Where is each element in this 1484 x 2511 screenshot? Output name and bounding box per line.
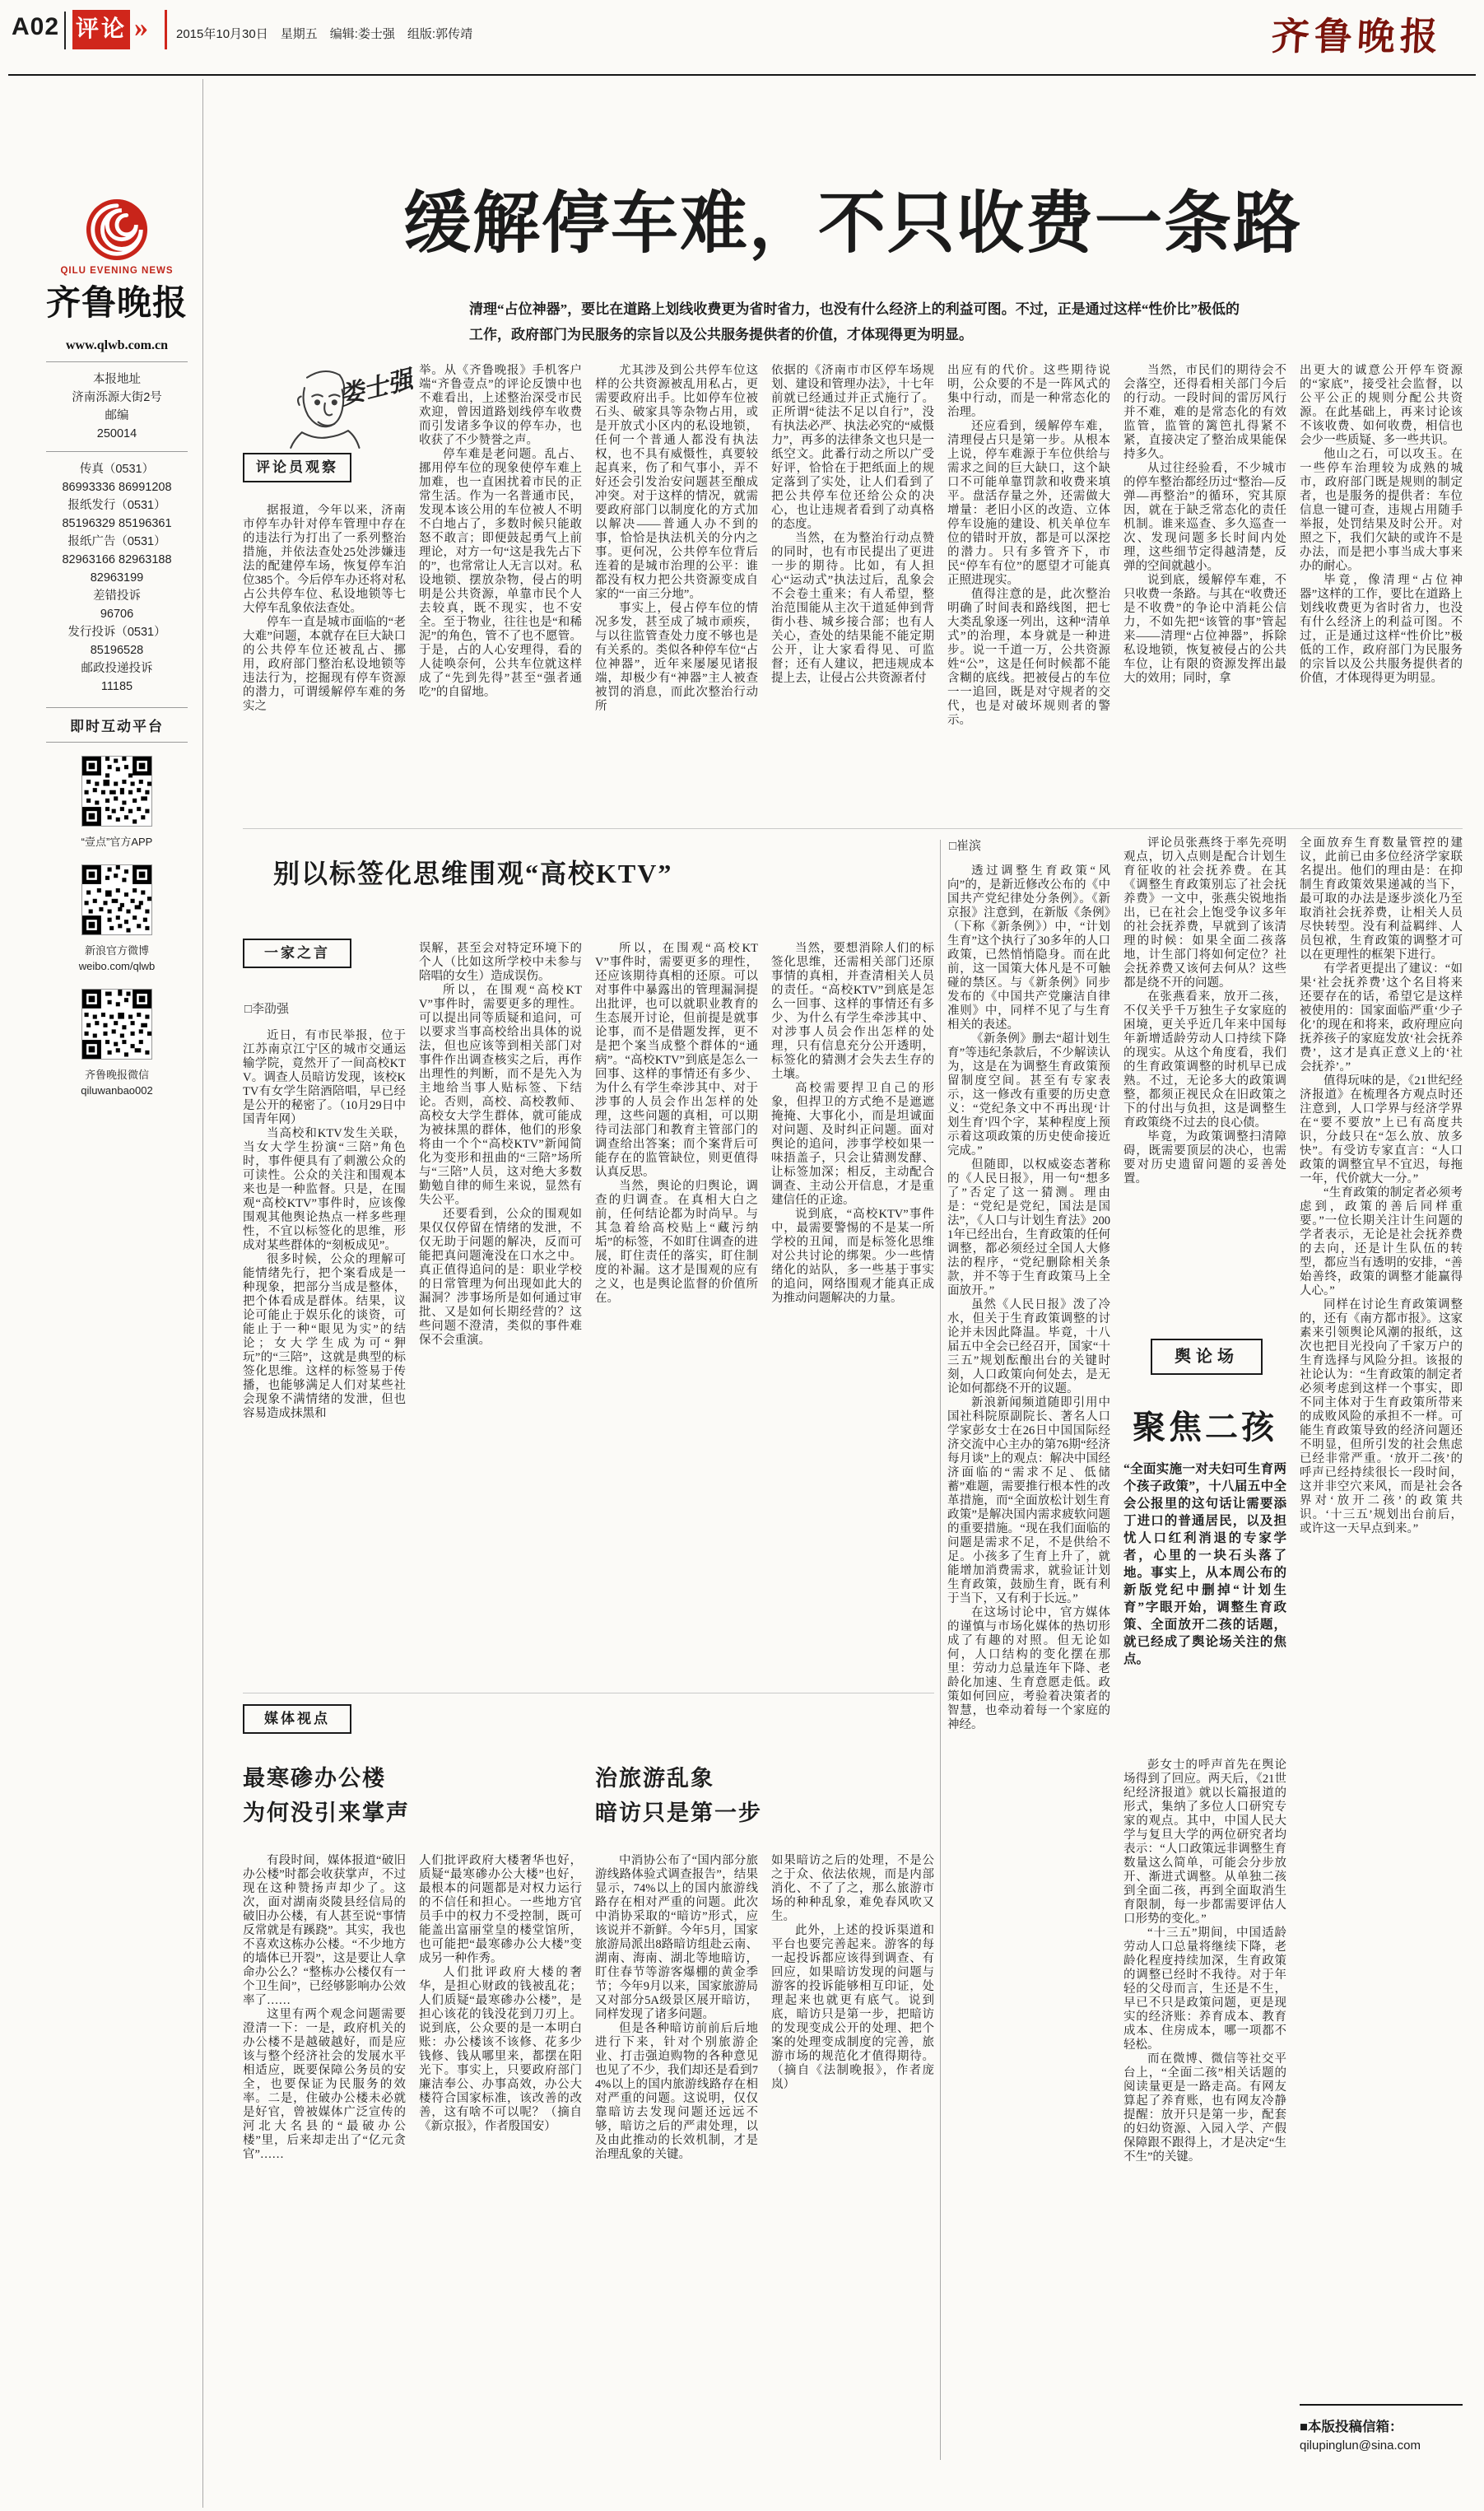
one-voice-label: 一家之言 <box>243 939 351 968</box>
paragraph: 说到底，缓解停车难，不只收费一条路。与其在“收费还是不收费”的争论中消耗公信力，不如先把“该管的事”管起来——清理“占位神器”，拆除私设地锁，恢复被侵占的公共车位，让有限的资源发挥出最大的效用；同时，拿 <box>1123 574 1286 685</box>
paragraph: 在张燕看来，放开二孩，不仅关乎千万独生子女家庭的困境，更关乎近几年来中国每年新增适龄劳动人口持续下降的现实。从这个角度看，我们的生育政策调整的时机早已成熟。不过，无论多大的政策调整，都须正视民众在旧政策之下的付出与负担，这是调整生育政策绕不过去的良心债。 <box>1123 990 1286 1130</box>
paragraph: 86993336 86991208 <box>62 481 172 494</box>
paragraph: 从过往经验看，不少城市的停车整治都经历过“整治—反弹—再整治”的循环，究其原因，就在于缺乏常态化的责任机制。谁来巡查、多久巡查一次、发现问题多长时间内处理，这些细节定得越清楚，反弹的空间就越小。 <box>1123 462 1286 573</box>
paragraph: 而在微博、微信等社交平台上，“全面二孩”相关话题的阅读量更是一路走高。有网友算起了养育账，也有网友冷静提醒：放开只是第一步，配套的妇幼资源、入园入学、产假保障跟不跟得上，才是决定“生不生”的关键。 <box>1123 2052 1286 2164</box>
paragraph: 当然，要想消除人们的标签化思维，还需相关部门还原事情的真相，并查清相关人员的责任。“高校KTV”到底是怎么一回事、这样的事情还有多少、为什么有学生牵涉其中、对涉事人员会作出怎样的处理，只有信息充分公开透明，标签化的猜测才会失去生存的土壤。 <box>771 942 934 1081</box>
paragraph: 报纸广告（0531） <box>67 535 166 548</box>
qr-weibo-caption: 新浪官方微博 <box>84 944 149 957</box>
paragraph: 当然，市民们的期待会不会落空，还得看相关部门今后的行动。一段时间的雷厉风行并不难，难的是常态化的有效监管，监管的篱笆扎得紧不紧，直接决定了整治成果能保持多久。 <box>1123 364 1286 461</box>
lead-headline: 缓解停车难，不只收费一条路 <box>402 186 1302 261</box>
mailbox-email: qilupinglun@sina.com <box>1300 2439 1421 2453</box>
focus-nutgraf: “全面实施一对夫妇可生育两个孩子政策”，十八届五中全会公报里的这句话让需要添丁进口的普通居民，以及担忧人口红利消退的专家学者，心里的一块石头落了地。事实上，从本周公布的新版党纪中删掉“计划生育”字眼开始，调整生育政策、全面放开二孩的话题，就已经成了舆论场关注的焦点。 <box>1123 1462 1286 1666</box>
paragraph: 出更大的诚意公开停车资源的“家底”，接受社会监督，以公平公正的规则分配公共资源。在此基础上，再来讨论该不该收费、如何收费，相信也会少一些质疑、多一些共识。 <box>1300 364 1463 447</box>
qr-weibo-icon <box>40 864 194 974</box>
paragraph: 82963166 82963188 <box>62 553 172 566</box>
media-article1-column-2 <box>419 1854 582 2460</box>
paragraph: 如果暗访之后的处理，不是公之于众、依法依规，而是内部消化、不了了之，那么旅游市场的种种乱象，难免春风吹又生。 <box>771 1854 934 1923</box>
paragraph: 透过调整生育政策“风向”的，是新近修改公布的《中国共产党纪律处分条例》。《新京报》注意到，在新版《条例》（下称《新条例》）中，“计划生育”这个执行了30多年的人口政策，已然悄悄隐身。而在此前，这一国策大体凡是不可触碰的禁区。与《新条例》同步发布的《中国共产党廉洁自律准则》中，同样不见了与生育相关的表述。 <box>947 864 1110 1032</box>
paragraph: 很多时候，公众的理解可能情绪先行，把个案看成是一种现象，把部分当成是整体，把个体看成是群体。结果，议论可能止于娱乐化的谈资，可能止于一种“眼见为实”的结论；女大学生成为可“狎玩”的“三陪”，这就是典型的标签化思维。这样的标签易于传播，也能够满足人们对某些社会现象不满情绪的发泄，但也容易造成抹黑和 <box>243 1253 406 1420</box>
forum-label: 舆论场 <box>1151 1339 1263 1375</box>
media-article1-title-line2: 为何没引来掌声 <box>243 1801 410 1825</box>
lead-column-6 <box>1123 364 1286 818</box>
paragraph: 有学者更提出了建议：“如果‘社会抚养费’这个名目将来还要存在的话，希望它是这样被使用的：国家面临严重‘少子化’的现在和将来，政府理应向抚养孩子的家庭发放‘社会抚养费’，这才是真正意义上的‘社会抚养’。” <box>1300 962 1463 1074</box>
paragraph: 同样在讨论生育政策调整的，还有《南方都市报》。这家素来引领舆论风潮的报纸，这次也把目光投向了千家万户的生育选择与风险分担。该报的社论认为：“生育政策的制定者必须考虑到这样一个事实，即不同主体对于生育政策所带来的成败风险的承担不一样。可能生育政策导致的经济问题还不明显，但所引发的社会焦虑已经非常严重。‘放开二孩’的呼声已经持续很长一段时间，这并非空穴来风，而是社会各界对‘放开二孩’的政策共识。‘十三五’规划出台前后，或许这一天早点到来。” <box>1300 1298 1463 1535</box>
forum-column-b-top <box>1123 836 1286 1325</box>
media-article1-column-1 <box>243 1854 406 2460</box>
paragraph: 举。从《齐鲁晚报》手机客户端“齐鲁壹点”的评论反馈中也不难看出，上述整治深受市民欢迎，曾因道路划线停车收费而引发诸多争议的停车办，也收获了不少赞誉之声。 <box>419 364 582 447</box>
paragraph: 这里有两个观念问题需要澄清一下：一是，政府机关的办公楼不是越破越好，而是应该与整个经济社会的发展水平相适应，既要保障公务员的安全，也要保证为民服务的效率。二是，住破办公楼未必就是好官，曾被媒体广泛宣传的河北大名县的“最破办公楼”里，后来却走出了“亿元贪官”…… <box>243 2008 406 2161</box>
paragraph: 还要看到，公众的围观如果仅仅停留在情绪的发泄，不仅无助于问题的解决，反而可能把真问题淹没在口水之中。真正值得追问的是：职业学校的日常管理为何出现如此大的漏洞？涉事场所是如何通过审批、又是如何长期经营的？这些问题不澄清，类似的事件难保不会重演。 <box>419 1208 582 1347</box>
brand-name-cn: 齐鲁晚报 <box>45 285 188 323</box>
paragraph: 中消协公布了“国内部分旅游线路体验式调查报告”，结果显示，74%以上的国内旅游线路存在相对严重的问题。此次中消协采取的“暗访”形式，应该说并不新鲜。今年5月，国家旅游局派出8路暗访组赴云南、湖南、海南、湖北等地暗访，盯住春节等游客爆棚的黄金季节；今年9月以来，国家旅游局又对部分5A级景区展开暗访，同样发现了诸多问题。 <box>595 1854 758 2021</box>
paragraph: 毕竟，为政策调整扫清障碍，既需要顶层的决心，也需要对历史遗留问题的妥善处置。 <box>1123 1130 1286 1186</box>
paragraph: 尤其涉及到公共停车位这样的公共资源被乱用私占，更需要政府出手。比如停车位被石头、破家具等杂物占用，或是开放式小区内的私设地锁，任何一个普通人都没有执法权，也不具有威慑性，真要较起真来，伤了和气事小，弄不好还会引发治安问题甚至酿成冲突。对于这样的情况，就需要政府部门以制度化的方式加以解决——普通人办不到的事，恰恰是执法机关的分内之事。更何况，公共停车位背后连着的是城市治理的公平：谁都没有权力把公共资源变成自家的“一亩三分地”。 <box>595 364 758 601</box>
observer-label: 评论员观察 <box>243 453 351 482</box>
paragraph: 停车一直是城市面临的“老大难”问题，本就存在巨大缺口的公共停车位还被乱占、挪用，政府部门整治私设地锁等违法行为，挖掘现有停车资源的潜力，可谓缓解停车难的务实之 <box>243 616 406 713</box>
paragraph: 当然，在为整治行动点赞的同时，也有市民提出了更进一步的期待。比如，有人担心“运动式”执法过后，乱象会不会卷土重来；有人希望，整治范围能从主次干道延伸到背街小巷、城乡接合部；也有人关心，查处的结果能不能定期公开，让大家看得见、可监督；还有人建议，把违规成本提上去，让侵占公共资源者付 <box>771 532 934 685</box>
paragraph: 250014 <box>96 427 137 440</box>
media-article2-title-line1: 治旅游乱象 <box>595 1766 714 1791</box>
paragraph: 此外，上述的投诉渠道和平台也要完善起来。游客的每一起投诉都应该得到调查、有回应，如果暗访发现的问题与游客的投诉能够相互印证，处理起来也就更有底气。说到底，暗访只是第一步，把暗访的发现变成公开的处理、把个案的处理变成制度的完善，旅游市场的规范化才值得期待。（摘自《法制晚报》，作者庞岚） <box>771 1924 934 2091</box>
masthead-calligraphy: 齐鲁晚报 <box>1270 16 1444 58</box>
paragraph: 全面放弃生育数量管控的建议，此前已由多位经济学家联名提出。他们的理由是：在抑制生育政策效果递减的当下，最可取的办法是逐步淡化乃至取消社会抚养费，让相关人员尽快转型。没有利益羁绊、人员包袱，生育政策的调整才可以在更理性的框架下进行。 <box>1300 836 1463 962</box>
section-badge <box>72 10 130 49</box>
paragraph: 事实上，侵占停车位的情况多发，甚至成了城市顽疾，与以往监管查处力度不够也是有关系的。类似各种停车位“占位神器”，近年来屡屡见诸报端，却极少有“神器”主人被查被罚的消息，而此次整治行动所 <box>595 602 758 713</box>
media-article2-column-2 <box>771 1854 934 2460</box>
header-rule <box>8 74 1476 76</box>
header-divider <box>64 12 66 49</box>
paragraph: 传真（0531） <box>79 463 155 476</box>
media-article2-column-1 <box>595 1854 758 2460</box>
forum-column-b-bottom <box>1123 1759 1286 2427</box>
paragraph: 新浪新闻频道随即引用中国社科院原副院长、著名人口学家彭女士在26日中国国际经济交流中心主办的第76期“经济每月谈”上的观点：解决中国经济面临的“需求不足、低储蓄”难题，需要推行根本性的改革措施，而“全面放松计划生育政策”是解决国内需求疲软问题的重要措施。“现在我们面临的问题是需求不足，不是供给不足。小孩多了生育上升了，就能增加消费需求，就验证计划生育政策，鼓励生育，既有利于当下，又有利于长远。” <box>947 1396 1110 1605</box>
paragraph: 出应有的代价。这些期待说明，公众要的不是一阵风式的集中行动，而是一种常态化的治理。 <box>947 364 1110 419</box>
lead-deck: 清理“占位神器”，要比在道路上划线收费更为省时省力，也没有什么经济上的利益可图。不过，正是通过这样“性价比”极低的工作，政府部门为民服务的宗旨以及公共服务提供者的价值，才体现得更为明显。 <box>469 301 1240 342</box>
dateline: 2015年10月30日 星期五 编辑:娄士强 组版:郭传靖 <box>176 27 473 41</box>
sidebar-rule <box>46 361 188 362</box>
paragraph: 差错投诉 <box>93 589 141 603</box>
paragraph: 所以，在围观“高校KTV”事件时，需要更多的理性，还应该期待真相的还原。可以对事件中暴露出的管理漏洞提出批评，也可以就职业教育的生态展开讨论，但前提是就事论事，而不是借题发挥，更不是把个案当成整个群体的“通病”。“高校KTV”到底是怎么一回事、这样的事情还有多少、为什么有学生牵涉其中、对于涉事的人员会作出怎样的处理，这些问题的真相，可以期待司法部门和教育主管部门的调查给出答案；而个案背后可能存在的监管缺位，则更值得认真反思。 <box>595 942 758 1179</box>
paragraph: 但是各种暗访前前后后地进行下来，针对个别旅游企业、打击强迫购物的各种意见也见了不少，我们却还是看到74%以上的国内旅游线路存在相对严重的问题。这说明，仅仅靠暗访去发现问题还远远不够，暗访之后的严肃处理，以及由此推动的长效机制，才是治理乱象的关键。 <box>595 2022 758 2161</box>
ktv-byline: □李劭强 <box>244 1003 290 1016</box>
ktv-column-4 <box>771 942 934 1681</box>
mailbox-rule <box>1300 2404 1463 2406</box>
forum-column-a <box>947 864 1110 2427</box>
ktv-column-3 <box>595 942 758 1681</box>
contact-phones-block <box>40 460 194 696</box>
paragraph: 有段时间，媒体报道“破旧办公楼”时都会收获掌声，不过现在这种赞扬声却少了。这次，面对湖南炎陵县经信局的破旧办公楼，有人甚至说“事情反常就是有蹊跷”。其实，我也不喜欢这栋办公楼。“不少地方的墙体已开裂”，这是要让人拿命办公么？“整栋办公楼仅有一个卫生间”，已经够影响办公效率了…… <box>243 1854 406 2007</box>
media-article1-title-line1: 最寒碜办公楼 <box>243 1766 386 1791</box>
paragraph: 近日，有市民举报，位于江苏南京江宁区的城市交通运输学院，竟然开了一间高校KTV。调查人员暗访发现，该校KTV有女学生陪酒陪唱，早已经是公开的秘密了。（10月29日中国青年网） <box>243 1029 406 1126</box>
lead-column-5 <box>947 364 1110 818</box>
paragraph: 说到底，“高校KTV”事件中，最需要警惕的不是某一所学校的丑闻，而是标签化思维对公共讨论的绑架。少一些情绪化的站队，多一些基于事实的追问，网络围观才能真正成为推动问题解决的力量。 <box>771 1208 934 1305</box>
paragraph: 96706 <box>100 608 134 621</box>
section-rule <box>243 828 1463 829</box>
paragraph: 报纸发行（0531） <box>67 499 166 512</box>
paragraph: 值得玩味的是，《21世纪经济报道》在梳理各方观点时还注意到，人口学界与经济学界在“要不要放”上已有高度共识，分歧只在“怎么放、放多快”。有受访专家直言：“人口政策的调整宜早不宜迟，每拖一年，代价就大一分。” <box>1300 1074 1463 1186</box>
package-divider <box>940 840 941 2460</box>
red-accent-bar <box>165 10 167 49</box>
paragraph: “生育政策的制定者必须考虑到，政策的善后同样重要。”一位长期关注计生问题的学者表示，无论是社会抚养费的去向，还是计生队伍的转型，都应当有透明的安排，“善始善终，政策的调整才能赢得人心。” <box>1300 1186 1463 1297</box>
paragraph: 当然，舆论的归舆论，调查的归调查。在真相大白之前，任何结论都为时尚早。与其急着给高校贴上“藏污纳垢”的标签，不如盯住调查的进展，盯住责任的落实，盯住制度的补漏。这才是围观的应有之义，也是舆论监督的价值所在。 <box>595 1180 758 1305</box>
paragraph: 值得注意的是，此次整治明确了时间表和路线图，把七大类乱象逐一列出，这种“清单式”的治理，本身就是一种进步。说一千道一万，公共资源姓“公”，这是任何时候都不能含糊的底线。把被侵占的车位一一追回，既是对守规者的交代，也是对破坏规则者的警示。 <box>947 588 1110 727</box>
paragraph: 人们批评政府大楼的奢华，是担心财政的钱被乱花；人们质疑“最寒碜办公楼”，是担心该花的钱没花到刀刃上。说到底，公众要的是一本明白账：办公楼该不该修、花多少钱修、钱从哪里来，都摆在阳光下。事实上，只要政府部门廉洁奉公、办事高效，办公大楼符合国家标准，该改善的改善，这有啥不可以呢？（摘自《新京报》，作者殷国安） <box>419 1966 582 2133</box>
paragraph: 依据的《济南市市区停车场规划、建设和管理办法》，十七年前就已经通过并正式施行了。正所谓“徒法不足以自行”，没有执法必严、执法必究的“威慑力”，再多的法律条文也只是一纸空文。此番行动之所以广受好评，恰恰在于把纸面上的规定落到了实处，让人们看到了把公共停车位还给公众的决心，也让违规者看到了动真格的态度。 <box>771 364 934 531</box>
paragraph: 人们批评政府大楼奢华也好，质疑“最寒碜办公大楼”也好，最根本的问题都是对权力运行的不信任和担心。一些地方官员手中的权力不受控制，既可能盖出富丽堂皇的楼堂馆所，也可能把“最寒碜办公大楼”变成另一种作秀。 <box>419 1854 582 1965</box>
lead-column-3 <box>595 364 758 818</box>
paragraph: 误解，甚至会对特定环境下的个人（比如这所学校中未参与陪唱的女生）造成误伤。 <box>419 942 582 983</box>
paragraph: 还应看到，缓解停车难，清理侵占只是第一步。从根本上说，停车难源于车位供给与需求之间的巨大缺口，这个缺口不可能单靠罚款和收费来填平。盘活存量之外，还需做大增量：老旧小区的改造、立体停车设施的建设、机关单位车位的错时开放，都是可以深挖的潜力。只有多管齐下，市民“停车有位”的愿望才可能真正照进现实。 <box>947 420 1110 587</box>
interactive-platform-title: 即时互动平台 <box>46 707 188 743</box>
paragraph: 在这场讨论中，官方媒体的谨慎与市场化媒体的热切形成了有趣的对照。但无论如何，人口结构的变化摆在那里：劳动力总量连年下降、老龄化加速、生育意愿走低。政策如何回应，考验着决策者的智慧，也牵动着每一个家庭的神经。 <box>947 1606 1110 1731</box>
columnist-signature: 娄士强 <box>337 366 416 411</box>
paragraph: 彭女士的呼声首先在舆论场得到了回应。两天后，《21世纪经济报道》就以长篇报道的形式，集纳了多位人口研究专家的观点。其中，中国人民大学与复旦大学的两位研究者均表示：“人口政策远非调整生育数量这么简单，可能会分步放开、渐进式调整。从单独二孩到全面二孩，再到全面取消生育限制，每一步都需要评估人口形势的变化。” <box>1123 1759 1286 1926</box>
paragraph: 但随即，以权威姿态著称的《人民日报》，用一句“想多了”否定了这一猜测。理由是：“党纪是党纪，国法是国法”，《人口与计划生育法》2001年已经出台，生育政策的任何调整，都必须经过全国人大修法的程序，“党纪删除相关条款，并不等于生育政策马上全面放开。” <box>947 1158 1110 1297</box>
paragraph: 济南泺源大街2号 <box>72 391 162 404</box>
paragraph: 评论员张燕终于率先亮明观点，切入点则是配合计划生育征收的社会抚养费。在其《调整生育政策别忘了社会抚养费》一文中，张燕尖锐地指出，已在社会上饱受争议多年的社会抚养费，早就到了该清理的时候：如果全面二孩落地，计生部门将如何定位？社会抚养费又该何去何从？这些都是绕不开的问题。 <box>1123 836 1286 990</box>
media-view-label: 媒体视点 <box>243 1704 351 1734</box>
qr-app-caption: “壹点”官方APP <box>81 836 153 848</box>
paragraph: 邮政投递投诉 <box>81 662 153 675</box>
focus-two-child-headline: 聚焦二孩 <box>1133 1409 1277 1446</box>
qr-app-icon <box>40 756 194 850</box>
brand-name-en: QILU EVENING NEWS <box>60 266 174 276</box>
paragraph: 11185 <box>100 680 133 693</box>
paragraph: 停车难是老问题。乱占、挪用停车位的现象使停车难上加难，也一直困扰着市民的正常生活。作为一名普通市民，发现本该公用的车位被人不明不白地占了，多数时候只能敢怒不敢言；即便鼓起勇气上前理论，对方一句“这是我先占下的”，也常常让人无言以对。私设地锁、摆放杂物，侵占的明明是公共资源，单靠市民个人去较真，既不现实，也不安全。至于物业，往往也是“和稀泥”的角色，管不了也不愿管。于是，占的人心安理得，看的人徒唤奈何，公共车位就这样成了“先到先得”甚至“强者通吃”的自留地。 <box>419 448 582 699</box>
media-article2-title-line2: 暗访只是第一步 <box>595 1801 762 1825</box>
forum-byline: □崔滨 <box>949 840 982 853</box>
sidebar <box>40 82 194 1098</box>
qr-wechat-icon <box>40 989 194 1098</box>
paragraph: 所以，在围观“高校KTV”事件时，需要更多的理性。可以提出同等质疑和追问，可以要求当事高校给出具体的说法，但也应该等到相关部门对事件作出调查核实之后，再作出理性的判断，而不是先入为主地给当事人贴标签、下结论。否则，高校、高校教师、高校女大学生群体，就可能成为被抹黑的群体，他们的形象将由一个个“高校KTV”新闻简化为变形和扭曲的“三陪”场所与“三陪”人员，这对绝大多数勤勉自律的师生来说，显然有失公平。 <box>419 984 582 1207</box>
ktv-column-1 <box>243 1029 406 1681</box>
lead-column-2 <box>419 364 582 818</box>
paragraph: 82963199 <box>90 571 144 585</box>
lead-column-7 <box>1300 364 1463 818</box>
paragraph: 他山之石，可以攻玉。在一些停车治理较为成熟的城市，政府部门既是规则的制定者，也是服务的提供者：车位信息一键可查，违规占用随手举报，处罚结果及时公开。对照之下，我们欠缺的或许不是办法，而是把小事当成大事来办的耐心。 <box>1300 448 1463 573</box>
ktv-column-2 <box>419 942 582 1681</box>
mailbox-label: ■本版投稿信箱： <box>1300 2420 1403 2434</box>
paragraph: 85196528 <box>90 644 144 657</box>
website-url: www.qlwb.com.cn <box>65 338 168 352</box>
ktv-headline: 别以标签化思维围观“高校KTV” <box>273 859 673 888</box>
paragraph: 发行投诉（0531） <box>67 626 166 639</box>
brand-logo-icon <box>40 198 194 266</box>
observer-block <box>243 364 416 497</box>
lead-column-4 <box>771 364 934 818</box>
contact-address-block <box>40 370 194 443</box>
paragraph: 当高校和KTV发生关联，当女大学生扮演“三陪”角色时，事件便具有了刺激公众的可读性。公众的关注和围观本来也是一种监督。只是，在围观“高校KTV”事件时，应该像围观其他舆论热点一样多些理性，不宜以标签化的思维，形成对某些群体的“刻板成见”。 <box>243 1127 406 1252</box>
page-number: A02 <box>12 13 60 40</box>
sidebar-content-divider <box>202 79 203 2508</box>
sidebar-rule <box>46 451 188 452</box>
paragraph: 邮编 <box>105 409 129 422</box>
qr-weibo-url: weibo.com/qlwb <box>78 960 156 972</box>
paragraph: 85196329 85196361 <box>62 517 172 530</box>
section-label: 评论 <box>75 16 127 42</box>
qr-wechat-id: qiluwanbao002 <box>81 1084 153 1097</box>
paragraph: 本报地址 <box>93 373 141 386</box>
paragraph: 据报道，今年以来，济南市停车办针对停车管理中存在的违法行为打出了一系列整治措施，并依法查处25处涉嫌违法的配建停车场，恢复停车泊位385个。今后停车办还将对私占公共停车位、私设地锁等七大停车乱象依法查处。 <box>243 504 406 615</box>
paragraph: “十三五”期间，中国适龄劳动人口总量将继续下降，老龄化程度持续加深，生育政策的调整已经时不我待。对于年轻的父母而言，生还是不生，早已不只是政策问题，更是现实的经济账：养育成本、教育成本、住房成本，哪一项都不轻松。 <box>1123 1926 1286 2052</box>
forum-column-c <box>1300 836 1463 2391</box>
lead-column-1 <box>243 504 406 818</box>
paragraph: 高校需要捍卫自己的形象，但捍卫的方式绝不是遮遮掩掩、大事化小，而是坦诚面对问题、及时纠正问题。面对舆论的追问，涉事学校如果一味捂盖子，只会让猜测发酵、让标签加深；相反，主动配合调查、主动公开信息，才是重建信任的正途。 <box>771 1082 934 1207</box>
paragraph: 虽然《人民日报》泼了冷水，但关于生育政策调整的讨论并未因此降温。毕竟，十八届五中全会已经召开，国家“十三五”规划酝酿出台的关键时刻，人口政策向何处去，是无论如何都绕不开的议题。 <box>947 1298 1110 1395</box>
qr-wechat-caption: 齐鲁晚报微信 <box>84 1069 149 1081</box>
double-chevron-icon: » <box>134 12 148 43</box>
paragraph: 毕竟，像清理“占位神器”这样的工作，要比在道路上划线收费更为省时省力，也没有什么经济上的利益可图。不过，正是通过这样“性价比”极低的工作，政府部门为民服务的宗旨以及公共服务提供者的价值，才体现得更为明显。 <box>1300 574 1463 685</box>
paragraph: 《新条例》删去“超计划生育”等违纪条款后，不少解读认为，这是在为调整生育政策预留制度空间。甚至有专家表示，这一修改有重要的历史意义：“党纪条文中不再出现‘计划生育’四个字，某种程度上预示着这项政策的历史使命接近完成。” <box>947 1032 1110 1158</box>
